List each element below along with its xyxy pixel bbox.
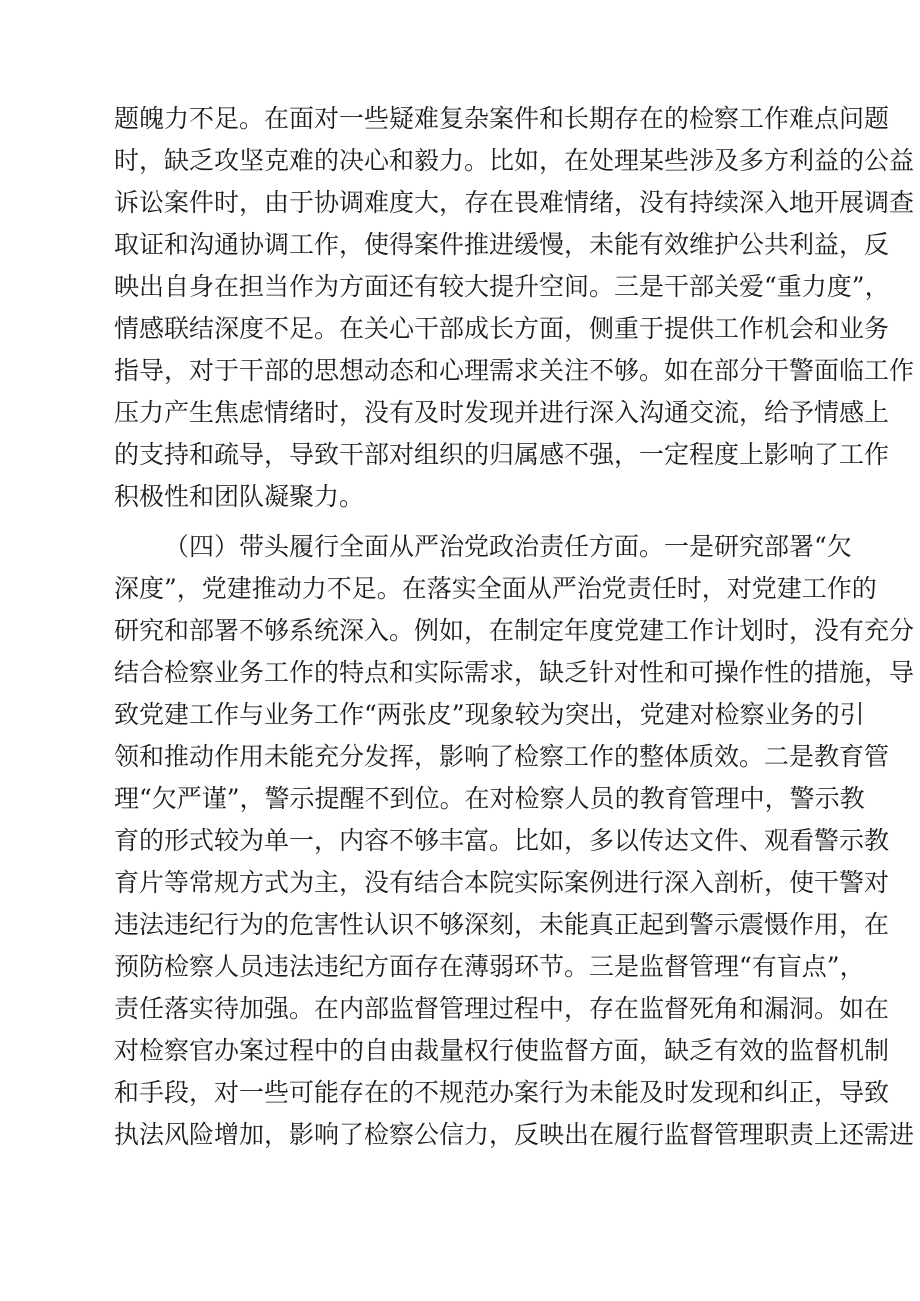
text-line: 时，缺乏攻坚克难的决心和毅力。比如，在处理某些涉及多方利益的公益 xyxy=(114,146,915,175)
text-line: 育片等常规方式为主，没有结合本院实际案例进行深入剖析，使干警对 xyxy=(114,868,890,897)
text-line: 研究和部署不够系统深入。例如，在制定年度党建工作计划时，没有充分 xyxy=(114,616,915,645)
text-line: 执法风险增加，影响了检察公信力，反映出在履行监督管理职责上还需进 xyxy=(114,1120,915,1149)
text-line: 压力产生焦虑情绪时，没有及时发现并进行深入沟通交流，给予情感上 xyxy=(114,398,890,427)
paragraph-section-four xyxy=(114,526,915,1156)
text-line: 映出自身在担当作为方面还有较大提升空间。三是干部关爱“重力度”， xyxy=(114,272,890,301)
text-line: 育的形式较为单一，内容不够丰富。比如，多以传达文件、观看警示教 xyxy=(114,826,890,855)
text-line: 的支持和疏导，导致干部对组织的归属感不强，一定程度上影响了工作 xyxy=(114,440,890,469)
text-line: 情感联结深度不足。在关心干部成长方面，侧重于提供工作机会和业务 xyxy=(114,314,890,343)
text-line: 领和推动作用未能充分发挥，影响了检察工作的整体质效。二是教育管 xyxy=(114,742,890,771)
text-line: 理“欠严谨”，警示提醒不到位。在对检察人员的教育管理中，警示教 xyxy=(114,784,865,813)
text-line: 致党建工作与业务工作“两张皮”现象较为突出，党建对检察业务的引 xyxy=(114,700,865,729)
text-line: 结合检察业务工作的特点和实际需求，缺乏针对性和可操作性的措施，导 xyxy=(114,658,915,687)
text-line: 深度”，党建推动力不足。在落实全面从严治党责任时，对党建工作的 xyxy=(114,574,877,603)
text-line: 积极性和团队凝聚力。 xyxy=(114,482,365,511)
text-line: 对检察官办案过程中的自由裁量权行使监督方面，缺乏有效的监督机制 xyxy=(114,1036,890,1065)
text-line: 取证和沟通协调工作，使得案件推进缓慢，未能有效维护公共利益，反 xyxy=(114,230,890,259)
text-line: 预防检察人员违法违纪方面存在薄弱环节。三是监督管理“有盲点”， xyxy=(114,952,865,981)
text-line: 违法违纪行为的危害性认识不够深刻，未能真正起到警示震慑作用，在 xyxy=(114,910,890,939)
text-line: 和手段，对一些可能存在的不规范办案行为未能及时发现和纠正，导致 xyxy=(114,1078,890,1107)
text-line: 题魄力不足。在面对一些疑难复杂案件和长期存在的检察工作难点问题 xyxy=(114,104,890,133)
text-line: 指导，对于干部的思想动态和心理需求关注不够。如在部分干警面临工作 xyxy=(114,356,915,385)
section-heading-line: （四）带头履行全面从严治党政治责任方面。一是研究部署“欠 xyxy=(164,532,852,561)
paragraph-continuation xyxy=(114,98,915,518)
text-line: 诉讼案件时，由于协调难度大，存在畏难情绪，没有持续深入地开展调查 xyxy=(114,188,915,217)
text-line: 责任落实待加强。在内部监督管理过程中，存在监督死角和漏洞。如在 xyxy=(114,994,890,1023)
